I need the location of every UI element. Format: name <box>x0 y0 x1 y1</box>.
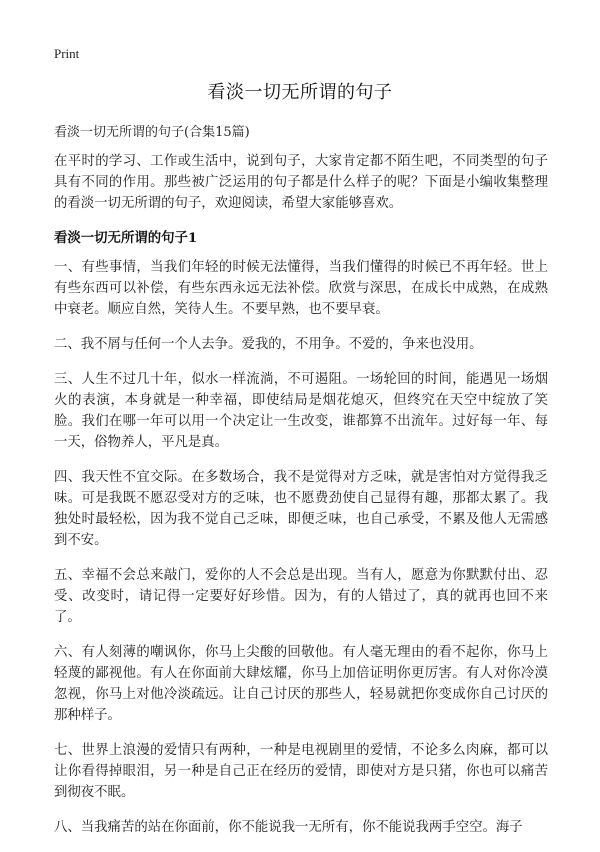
list-item: 一、有些事情，当我们年轻的时候无法懂得，当我们懂得的时候已不再年轻。世上有些东西可以补偿，有些东西永远无法补偿。欣赏与深思，在成长中成熟，在成熟中衰老。顺应自然，笑待人生。不要早熟，也不要早衰。 <box>54 260 548 317</box>
list-item: 三、人生不过几十年，似水一样流淌，不可遏阻。一场轮回的时间，能遇见一场烟火的表演，本身就是一种幸福，即使结局是烟花熄灭，但终究在天空中绽放了笑脸。我们在哪一年可以用一个决定让一生改变，谁都算不出流年。过好每一年、每一天，俗物养人，平凡是真。 <box>54 372 548 450</box>
section-heading: 看淡一切无所谓的句子1 <box>54 230 198 246</box>
print-link[interactable]: Print <box>54 46 80 61</box>
list-item: 五、幸福不会总来敲门，爱你的人不会总是出现。当有人，愿意为你默默付出、忍受、改变时，请记得一定要好好珍惜。因为，有的人错过了，真的就再也回不来了。 <box>54 568 548 625</box>
document-subtitle: 看淡一切无所谓的句子(合集15篇) <box>54 125 250 140</box>
list-item: 四、我天性不宜交际。在多数场合，我不是觉得对方乏味，就是害怕对方觉得我乏味。可是我既不愿忍受对方的乏味，也不愿费劲使自己显得有趣，那都太累了。我独处时最轻松，因为我不觉自己乏味，即便乏味，也自己承受，不累及他人无需感到不安。 <box>54 470 548 548</box>
page-title: 看淡一切无所谓的句子 <box>207 82 393 103</box>
intro-paragraph: 在平时的学习、工作或生活中，说到句子，大家肯定都不陌生吧，不同类型的句子具有不同的作用。那些被广泛运用的句子都是什么样子的呢？下面是小编收集整理的看淡一切无所谓的句子，欢迎阅读，希望大家能够喜欢。 <box>54 154 548 211</box>
list-item: 六、有人刻薄的嘲讽你，你马上尖酸的回敬他。有人毫无理由的看不起你，你马上轻蔑的鄙视他。有人在你面前大肆炫耀，你马上加倍证明你更厉害。有人对你冷漠忽视，你马上对他冷淡疏远。让自己讨厌的那些人，轻易就把你变成你自己讨厌的那种样子。 <box>54 645 548 723</box>
article-body <box>54 151 548 852</box>
list-item: 八、当我痛苦的站在你面前，你不能说我一无所有，你不能说我两手空空。海子 <box>54 820 523 835</box>
list-item: 七、世界上浪漫的爱情只有两种，一种是电视剧里的爱情，不论多么肉麻，都可以让你看得掉眼泪，另一种是自己正在经历的爱情，即使对方是只猪，你也可以痛苦到彻夜不眠。 <box>54 743 548 800</box>
list-item: 二、我不屑与任何一个人去争。爱我的，不用争。不爱的，争来也没用。 <box>54 337 483 352</box>
